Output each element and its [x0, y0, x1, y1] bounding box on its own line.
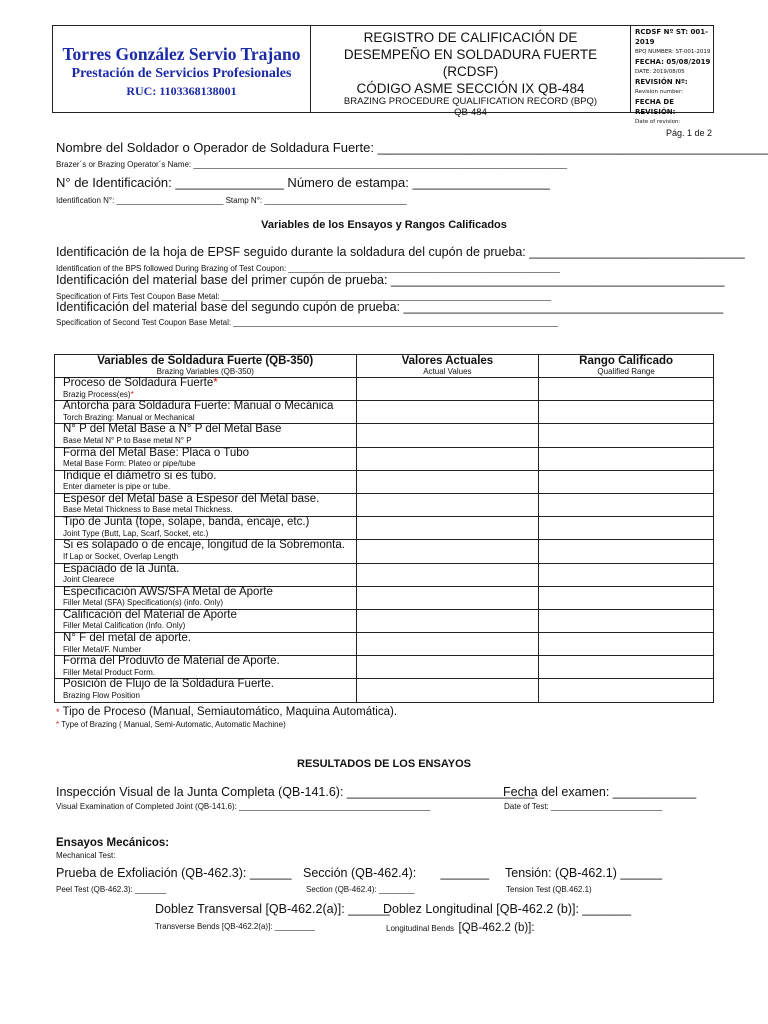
subtitle-line-1: BRAZING PROCEDURE QUALIFICATION RECORD (BPQ): [343, 96, 598, 107]
variable-label-en: Enter diameter is pipe or tube.: [63, 482, 171, 492]
qualified-range-cell[interactable]: [539, 378, 714, 401]
document-control-block: [631, 26, 713, 125]
variable-cell: [55, 540, 357, 563]
variable-cell: [55, 401, 357, 424]
table-row: [55, 401, 714, 424]
qualified-range-cell[interactable]: [539, 470, 714, 493]
company-name: Torres González Servio Trajano: [62, 44, 301, 64]
variable-label-en: Base Metal N° P to Base metal N° P: [63, 435, 192, 445]
variable-cell: [55, 493, 357, 516]
doc-code: RCDSF Nº ST: 001-2019: [635, 28, 709, 46]
column-header-variables: Variables de Soldadura Fuerte (QB-350) Brazing Variables (QB-350): [55, 355, 357, 378]
table-row: [55, 679, 714, 702]
qualified-range-cell[interactable]: [539, 517, 714, 540]
variable-label: Posición de Flujo de la Soldadura Fuerte.: [63, 678, 274, 691]
actual-value-cell[interactable]: [356, 401, 539, 424]
table-row: [55, 470, 714, 493]
variable-label-en: Brazing Flow Position: [63, 690, 140, 700]
variable-label-en: Filler Metal/F. Number: [63, 644, 142, 654]
table-row: [55, 378, 714, 401]
table-row: [55, 609, 714, 632]
peel-test-field-en: Peel Test (QB-462.3): _______: [56, 885, 167, 894]
document-title-block: [311, 26, 631, 118]
table-row: [55, 424, 714, 447]
variable-cell: [55, 633, 357, 656]
variable-label: Si es solapado o de encaje, longitud de la Sobremonta.: [63, 539, 345, 552]
subtitle-line-2: QB-484: [454, 107, 487, 118]
variable-cell: [55, 447, 357, 470]
variable-label-en: Metal Base Form: Plateo or pipe/tube: [63, 459, 196, 469]
mechanical-tests-heading-en: Mechanical Test:: [56, 851, 116, 860]
epsf-field[interactable]: Identificación de la hoja de EPSF seguido durante la soldadura del cupón de prueba: _______________________________: [56, 245, 745, 259]
asterisk-mark: *: [213, 377, 218, 389]
welder-id-field-en: Identification N°: ________________________ Stamp N°: ________________________________: [56, 196, 407, 205]
first-coupon-field-en: Specification of Firts Test Coupon Base Metal: __________________________________________________________________________: [56, 292, 551, 301]
qualified-range-cell[interactable]: [539, 493, 714, 516]
variable-cell: [55, 378, 357, 401]
table-row: [55, 656, 714, 679]
variables-heading: Variables de los Ensayos y Rangos Calificados: [261, 219, 507, 231]
variable-label: Calificación del Material de Aporte: [63, 608, 237, 621]
table-body: [55, 378, 714, 703]
actual-value-cell[interactable]: [356, 679, 539, 702]
variable-cell: [55, 563, 357, 586]
asterisk-mark: *: [56, 707, 60, 717]
asterisk-mark: *: [130, 389, 134, 399]
variable-cell: [55, 470, 357, 493]
welder-name-field[interactable]: Nombre del Soldador o Operador de Soldadura Fuerte: ______________________________________________________: [56, 140, 768, 155]
bpq-number: BPQ NUMBER: ST-001-2019: [635, 49, 711, 55]
company-ruc: RUC: 1103368138001: [126, 84, 237, 98]
actual-value-cell[interactable]: [356, 609, 539, 632]
variable-cell: [55, 424, 357, 447]
qualified-range-cell[interactable]: [539, 609, 714, 632]
company-block: [53, 26, 311, 112]
table-row: [55, 633, 714, 656]
table-row: [55, 517, 714, 540]
mechanical-tests-heading: Ensayos Mecánicos:: [56, 837, 170, 849]
second-coupon-field-en: Specification of Second Test Coupon Base Metal: _________________________________________________________________________: [56, 318, 559, 327]
visual-inspection-field-en: Visual Examination of Completed Joint (QB-141.6): ___________________________________________: [56, 802, 431, 811]
epsf-field-en: Identification of the BPS followed During Brazing of Test Coupon: _____________________________________________________________: [56, 264, 560, 273]
section-test-field[interactable]: Sección (QB-462.4): _______: [303, 866, 490, 880]
variable-label: Espaciado de la Junta.: [63, 562, 180, 575]
variable-label-en: Filler Metal Calification (Info. Only): [63, 621, 186, 631]
actual-value-cell[interactable]: [356, 424, 539, 447]
qualified-range-cell[interactable]: [539, 401, 714, 424]
column-header-actual-values: Valores Actuales Actual Values: [356, 355, 539, 378]
longitudinal-bend-field-en: Longitudinal Bends [QB-462.2 (b)]:: [386, 922, 535, 934]
actual-value-cell[interactable]: [356, 470, 539, 493]
actual-value-cell[interactable]: [356, 586, 539, 609]
actual-value-cell[interactable]: [356, 447, 539, 470]
second-coupon-field[interactable]: Identificación del material base del segundo cupón de prueba: ______________________________________________: [56, 300, 724, 314]
doc-date-en: DATE: 2019/08/05: [635, 69, 685, 75]
variable-label: Indique el diámetro si es tubo.: [63, 469, 217, 482]
qualified-range-cell[interactable]: [539, 563, 714, 586]
variable-label: Tipo de Junta (tope, solape, banda, encaje, etc.): [63, 516, 310, 529]
actual-value-cell[interactable]: [356, 540, 539, 563]
variable-label-en: Base Metal Thickness to Base metal Thickness.: [63, 505, 233, 515]
variable-cell: [55, 586, 357, 609]
table-row: [55, 493, 714, 516]
welder-id-field[interactable]: N° de Identificación: _______________ Número de estampa: ___________________: [56, 175, 550, 190]
section-test-field-en: Section (QB-462.4): ________: [306, 885, 415, 894]
variable-label: Proceso de Soldadura Fuerte*: [63, 377, 218, 389]
table-header-row: [55, 355, 714, 378]
qualified-range-cell[interactable]: [539, 656, 714, 679]
visual-inspection-field[interactable]: Inspección Visual de la Junta Completa (QB-141.6): ___________________________: [56, 785, 535, 799]
title-line-3: (RCDSF): [442, 64, 499, 79]
variable-cell: [55, 656, 357, 679]
actual-value-cell[interactable]: [356, 656, 539, 679]
qualified-range-cell[interactable]: [539, 540, 714, 563]
actual-value-cell[interactable]: [356, 493, 539, 516]
variable-label: Forma del Metal Base: Placa o Tubo: [63, 446, 250, 459]
qualified-range-cell[interactable]: [539, 424, 714, 447]
tension-test-field-en: Tension Test (QB.462.1): [506, 885, 592, 894]
footnote-es: * Tipo de Proceso (Manual, Semiautomático, Maquina Automática).: [56, 706, 398, 718]
actual-value-cell[interactable]: [356, 378, 539, 401]
variable-label: Antorcha para Soldadura Fuerte: Manual o Mecánica: [63, 400, 334, 413]
table-row: [55, 447, 714, 470]
document-header: [52, 25, 714, 125]
company-tagline: Prestación de Servicios Profesionales: [71, 66, 292, 81]
title-line-2: DESEMPEÑO EN SOLDADURA FUERTE: [343, 47, 598, 62]
variable-label-en: Filler Metal Product Form.: [63, 667, 156, 677]
title-line-1: REGISTRO DE CALIFICACIÓN DE: [363, 30, 578, 45]
transverse-bend-field-en: Transverse Bends [QB-462.2(a)]: _________: [155, 922, 315, 931]
exam-date-field-en: Date of Test: _________________________: [504, 802, 663, 811]
table-row: [55, 540, 714, 563]
tension-test-field[interactable]: Tensión: (QB-462.1) ______: [505, 866, 663, 880]
qualified-range-cell[interactable]: [539, 586, 714, 609]
variable-label-en: Brazig Process(es)*: [63, 389, 134, 399]
variable-label: N° P del Metal Base a N° P del Metal Base: [63, 423, 282, 436]
brazing-variables-table: [54, 354, 714, 703]
qualified-range-cell[interactable]: [539, 447, 714, 470]
footnote-en: * Type of Brazing ( Manual, Semi-Automatic, Automatic Machine): [56, 720, 286, 729]
qualified-range-cell[interactable]: [539, 679, 714, 702]
actual-value-cell[interactable]: [356, 563, 539, 586]
variable-label: Espesor del Metal base a Espesor del Metal base.: [63, 492, 320, 505]
page-number: Pág. 1 de 2: [665, 128, 712, 138]
variable-label-en: Joint Clearece: [63, 575, 115, 584]
table-row: [55, 563, 714, 586]
exam-date-field[interactable]: Fecha del examen: ____________: [503, 785, 697, 799]
variable-label: Forma del Produvto de Material de Aporte.: [63, 655, 280, 668]
revision-date-en: Date of revision:: [635, 119, 681, 125]
first-coupon-field[interactable]: Identificación del material base del primer cupón de prueba: ________________________________________________: [56, 273, 725, 287]
variable-cell: [55, 679, 357, 702]
variable-label-en: Torch Brazing: Manual or Mechanical: [63, 412, 195, 422]
variable-cell: [55, 609, 357, 632]
doc-date: FECHA: 05/08/2019: [635, 58, 711, 66]
revision-date: FECHA DE REVISIÓN:: [635, 98, 676, 116]
column-header-qualified-range: Rango Calificado Qualified Range: [539, 355, 714, 378]
actual-value-cell[interactable]: [356, 517, 539, 540]
variable-cell: [55, 517, 357, 540]
revision-number-en: Revision number:: [635, 89, 683, 95]
qualified-range-cell[interactable]: [539, 633, 714, 656]
variable-label-en: Filler Metal (SFA) Specification(s) (info. Only): [63, 598, 224, 608]
transverse-bend-field[interactable]: Doblez Transversal [QB-462.2(a)]: ______: [155, 902, 390, 916]
peel-test-field[interactable]: Prueba de Exfoliación (QB-462.3): ______: [56, 866, 292, 880]
table-row: [55, 586, 714, 609]
asterisk-mark: *: [56, 720, 60, 729]
title-line-4: CÓDIGO ASME SECCIÓN IX QB-484: [356, 81, 585, 96]
actual-value-cell[interactable]: [356, 633, 539, 656]
longitudinal-bend-field[interactable]: Doblez Longitudinal [QB-462.2 (b)]: _______: [383, 902, 632, 916]
variable-label-en: If Lap or Socket, Overlap Length: [63, 551, 179, 561]
variable-label-en: Joint Type (Butt, Lap, Scarf, Socket, etc.): [63, 528, 209, 538]
variable-label: N° F del metal de aporte.: [63, 632, 191, 645]
revision-number: REVISIÓN Nº:: [635, 78, 688, 86]
results-heading: RESULTADOS DE LOS ENSAYOS: [297, 758, 471, 770]
welder-name-field-en: Brazer´s or Brazing Operator´s Name: ____________________________________________________________________________________: [56, 160, 568, 169]
variable-label: Especificación AWS/SFA Metal de Aporte: [63, 585, 273, 598]
